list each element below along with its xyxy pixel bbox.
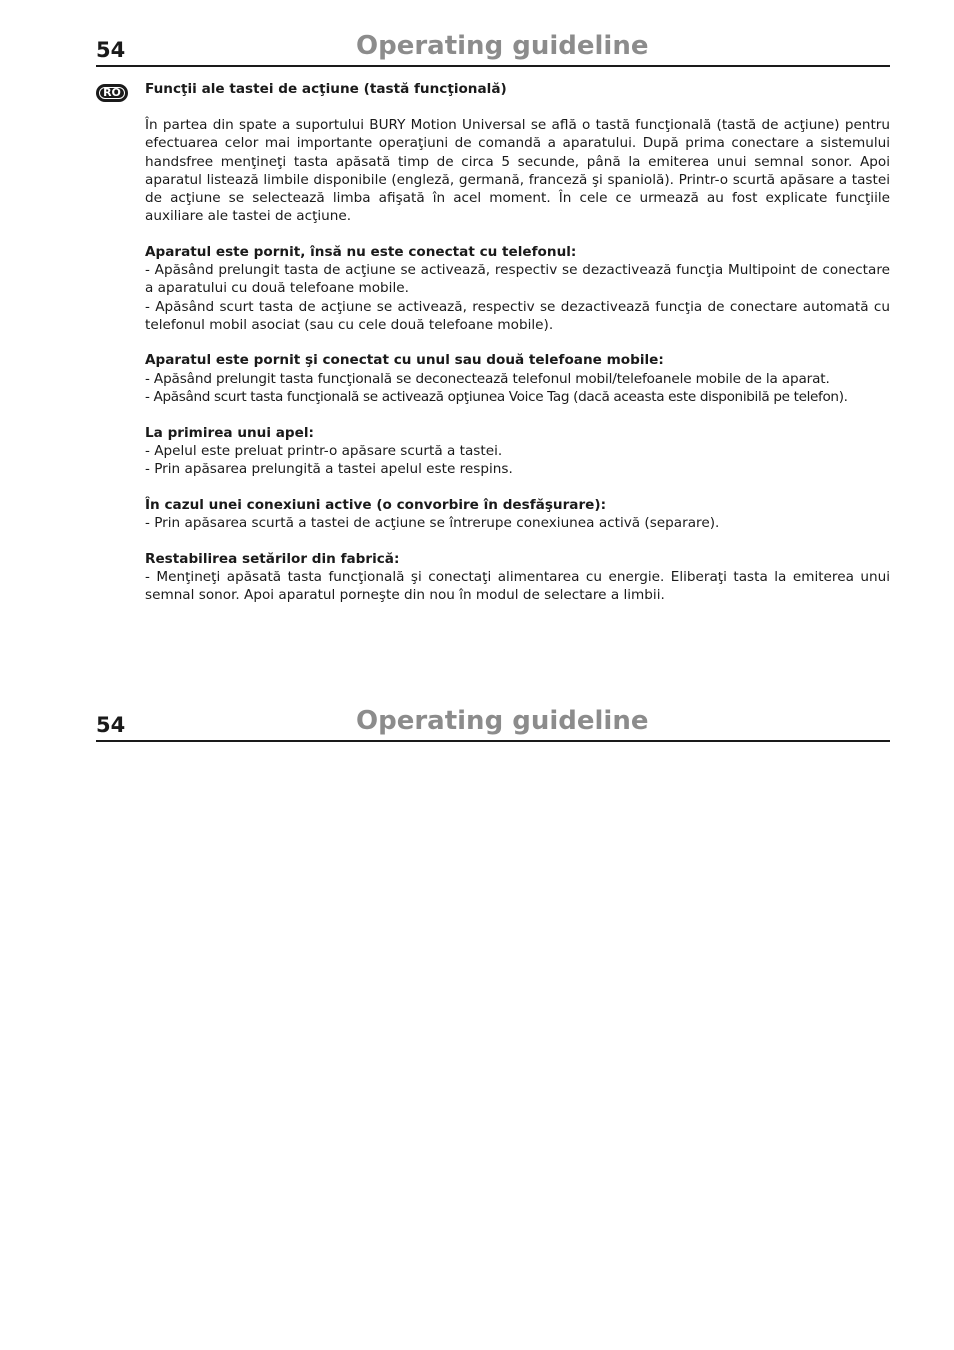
block-heading: La primirea unui apel: [145,424,314,441]
block-line: - Apăsând prelungit tasta funcţională se deconectează telefonul mobil/telefoanele mobile de la aparat. [145,370,830,387]
block-line: - Menţineţi apăsată tasta funcţională şi conectaţi alimentarea cu energie. Eliberaţi tasta la emiterea unui semnal sonor. Apoi aparatul porneşte din nou în modul de selectare a limbii. [145,568,890,603]
block-line: - Prin apăsarea scurtă a tastei de acţiune se întrerupe conexiunea activă (separare). [145,514,720,531]
page-title: Operating guideline [356,31,649,61]
page-header-repeat [96,700,890,742]
block-heading: Aparatul este pornit, însă nu este conectat cu telefonul: [145,243,577,260]
intro-paragraph: În partea din spate a suportului BURY Motion Universal se află o tastă funcţională (tastă de acţiune) pentru efectuarea celor mai importante operaţiuni de comandă a aparatului. După prima conectare a sistemului handsfree menţineţi tasta apăsată timp de circa 5 secunde, până la emiterea unui semnal sonor. Apoi aparatul listează limbile disponibile (engleză, germană, franceză şi spaniolă). Printr-o scurtă apăsare a tastei de acţiune se selectează limba afişată în acel moment. În cele ce urmează au fost explicate funcţiile auxiliare ale tastei de acţiune. [145,117,890,225]
block-incoming-call [145,424,890,479]
block-active-connection [145,496,890,532]
block-line: - Apăsând scurt tasta funcţională se activează opţiunea Voice Tag (dacă aceasta este disponibilă pe telefon). [145,388,848,405]
block-heading: Restabilirea setărilor din fabrică: [145,550,400,567]
block-factory-reset [145,550,890,605]
block-line: - Prin apăsarea prelungită a tastei apelul este respins. [145,460,513,477]
block-line: - Apăsând scurt tasta de acţiune se activează, respectiv se dezactivează funcţia de conectare automată cu telefonul mobil asociat (sau cu cele două telefoane mobile). [145,298,890,333]
language-badge: RO [97,85,127,101]
page-number: 54 [96,713,126,737]
block-line: - Apelul este preluat printr-o apăsare scurtă a tastei. [145,442,503,459]
block-connected [145,351,890,406]
page-title: Operating guideline [356,706,649,736]
page-number: 54 [96,38,126,62]
main-content [145,80,890,604]
block-heading: În cazul unei conexiuni active (o convorbire în desfăşurare): [145,496,607,513]
block-heading: Aparatul este pornit şi conectat cu unul sau două telefoane mobile: [145,352,664,369]
block-not-connected [145,243,890,334]
block-line: - Apăsând prelungit tasta de acţiune se activează, respectiv se dezactivează funcţia Multipoint de conectare a aparatului cu două telefoane mobile. [145,262,890,297]
section-title: Funcţii ale tastei de acţiune (tastă funcţională) [145,81,507,97]
page-header [96,25,890,67]
